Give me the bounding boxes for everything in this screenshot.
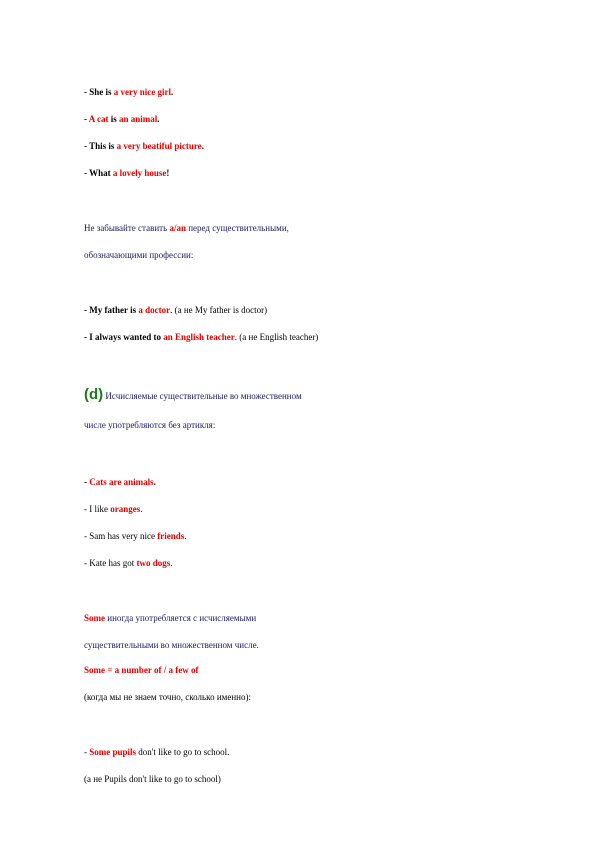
example-highlight: a very nice girl	[113, 87, 171, 97]
example-text: . (a не English teacher)	[234, 332, 319, 342]
example-line	[84, 746, 229, 758]
rule-text: числе употребляются без артикля:	[84, 420, 216, 430]
example-text: (a не Pupils don't like to go to school)	[84, 774, 221, 784]
rule-text: перед существительными,	[185, 223, 289, 233]
rule-formula	[84, 664, 198, 676]
example-line	[84, 557, 173, 569]
example-text: don't like to go to school.	[136, 747, 230, 757]
example-highlight: a lovely house	[112, 168, 167, 178]
example-text: .	[184, 531, 187, 541]
example-line	[84, 476, 156, 488]
example-text: .	[201, 141, 204, 151]
example-highlight: two dogs	[136, 558, 171, 568]
example-text: .	[171, 87, 174, 97]
example-text: is	[108, 114, 120, 124]
rule-paragraph-line	[84, 249, 193, 261]
example-text: .	[140, 504, 143, 514]
example-line	[84, 113, 160, 125]
example-text: - Kate has got	[84, 558, 137, 568]
example-text: - My father is	[84, 305, 139, 315]
example-text: .	[170, 558, 173, 568]
example-text: .	[157, 114, 160, 124]
rule-highlight: Some = a number of / a few of	[84, 665, 199, 675]
example-line	[84, 773, 221, 785]
example-text: -	[84, 114, 89, 124]
example-text: -	[84, 477, 90, 487]
example-highlight: friends	[157, 531, 185, 541]
example-highlight: an English teacher	[163, 332, 235, 342]
example-text: - I like	[84, 504, 111, 514]
example-highlight: a doctor	[138, 305, 171, 315]
rule-highlight: a/an	[169, 223, 186, 233]
example-text: . (a не My father is doctor)	[170, 305, 268, 315]
example-highlight: a very beatiful picture	[116, 141, 202, 151]
example-line	[84, 530, 186, 542]
example-line	[84, 86, 173, 98]
rule-paragraph-line	[84, 612, 256, 624]
rule-text: Исчисляемые существительные во множественном	[103, 391, 302, 401]
example-line	[84, 331, 318, 343]
rule-text: существительными во множественном числе.	[84, 640, 259, 650]
example-text: - I always wanted to	[84, 332, 164, 342]
example-line	[84, 167, 169, 179]
rule-text: Не забывайте ставить	[84, 223, 170, 233]
example-text: - What	[84, 168, 113, 178]
example-text: - She is	[84, 87, 114, 97]
example-text: !	[166, 168, 170, 178]
rule-paragraph-line	[84, 639, 259, 651]
rule-text: обозначающими профессии:	[84, 250, 194, 260]
example-line	[84, 140, 204, 152]
example-highlight: an animal	[119, 114, 158, 124]
example-text: - Sam has very nice	[84, 531, 158, 541]
example-text: -	[84, 747, 90, 757]
example-highlight: A cat	[88, 114, 109, 124]
example-line	[84, 503, 143, 515]
section-d-heading	[84, 386, 302, 405]
example-highlight: oranges	[110, 504, 141, 514]
rule-text: (когда мы не знаем точно, сколько именно):	[84, 692, 251, 702]
rule-paragraph-line	[84, 419, 215, 431]
rule-paragraph-line	[84, 691, 251, 703]
rule-paragraph-line	[84, 222, 289, 234]
example-highlight: Cats are animals	[89, 477, 154, 487]
section-marker: (d)	[84, 386, 104, 403]
example-text: - This is	[84, 141, 117, 151]
example-line	[84, 304, 267, 316]
example-highlight: Some pupils	[89, 747, 137, 757]
rule-text: иногда употребляется с исчисляемыми	[105, 613, 257, 623]
example-text: .	[153, 477, 156, 487]
rule-highlight: Some	[84, 613, 105, 623]
